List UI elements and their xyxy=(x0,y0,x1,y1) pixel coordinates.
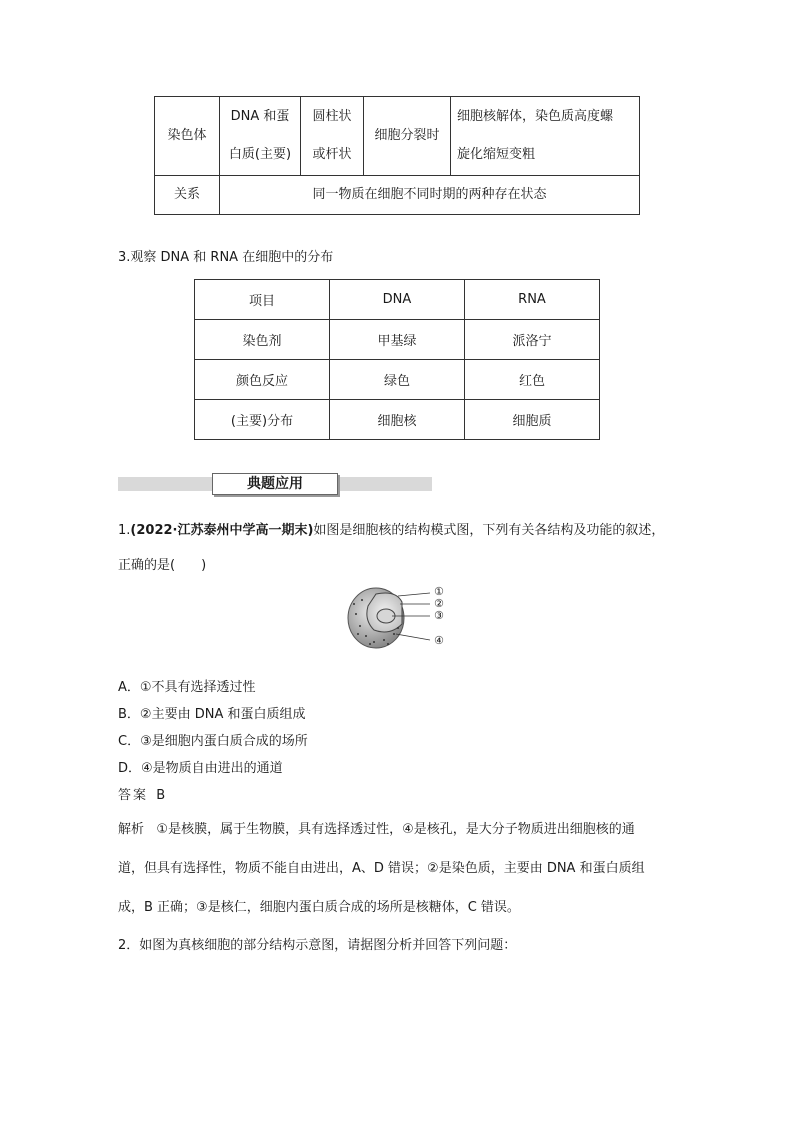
table-cell: 染色剂 xyxy=(195,320,330,360)
answer-label: 答案 xyxy=(118,788,149,803)
question-text: 如图是细胞核的结构模式图，下列有关各结构及功能的叙述， xyxy=(313,523,665,538)
cell-line: 或杆状 xyxy=(312,147,352,162)
table-row xyxy=(155,176,640,215)
analysis-text: ①是核膜，属于生物膜，具有选择透过性，④是核孔，是大分子物质进出细胞核的通 xyxy=(156,822,635,837)
label-line xyxy=(398,593,430,596)
table-header-row xyxy=(195,280,600,320)
question-source: (2022·江苏泰州中学高一期末) xyxy=(130,523,314,538)
table-header: RNA xyxy=(465,280,600,320)
table-cell: (主要)分布 xyxy=(195,400,330,440)
section-title: 3.观察 DNA 和 RNA 在细胞中的分布 xyxy=(118,250,334,265)
cell-line: DNA 和蛋 xyxy=(230,109,290,124)
analysis-line-2: 道，但具有选择性，物质不能自由进出，A、D 错误；②是染色质，主要由 DNA 和蛋白质组 xyxy=(118,861,645,876)
table-header: DNA xyxy=(330,280,465,320)
analysis-line-1 xyxy=(118,818,635,837)
table-cell xyxy=(220,97,301,176)
question-1-stem xyxy=(118,519,664,538)
chromosome-table xyxy=(154,96,640,215)
table-cell: 染色体 xyxy=(155,97,220,176)
table-cell: 红色 xyxy=(465,360,600,400)
table-cell: 细胞分裂时 xyxy=(364,97,451,176)
table-cell: 细胞质 xyxy=(465,400,600,440)
figure-label-3: ③ xyxy=(434,609,444,622)
table-row xyxy=(155,97,640,176)
table-row xyxy=(195,320,600,360)
cell-line: 细胞核解体，染色质高度螺 xyxy=(457,109,614,124)
option-d: D．④是物质自由进出的通道 xyxy=(118,761,283,776)
cell-line: 旋化缩短变粗 xyxy=(457,147,536,162)
analysis-line-3: 成，B 正确；③是核仁，细胞内蛋白质合成的场所是核糖体，C 错误。 xyxy=(118,900,520,915)
answer xyxy=(118,784,165,803)
option-b: B．②主要由 DNA 和蛋白质组成 xyxy=(118,707,306,722)
question-1-stem-line2: 正确的是( ) xyxy=(118,558,207,573)
cell-line: 白质(主要) xyxy=(228,147,292,162)
table-row xyxy=(195,400,600,440)
dna-rna-table xyxy=(194,279,600,440)
option-a: A．①不具有选择透过性 xyxy=(118,680,256,695)
table-row xyxy=(195,360,600,400)
answer-value: B xyxy=(156,788,166,803)
figure-label-1: ① xyxy=(434,585,444,598)
table-cell xyxy=(451,97,640,176)
figure-label-4: ④ xyxy=(434,634,444,647)
table-cell: 甲基绿 xyxy=(330,320,465,360)
table-cell: 绿色 xyxy=(330,360,465,400)
question-number: 1. xyxy=(118,523,131,538)
table-cell: 同一物质在细胞不同时期的两种存在状态 xyxy=(220,176,640,215)
label-line xyxy=(396,634,430,640)
cell-line: 圆柱状 xyxy=(312,109,352,124)
table-cell: 颜色反应 xyxy=(195,360,330,400)
table-cell xyxy=(301,97,364,176)
question-2-stem: 2．如图为真核细胞的部分结构示意图，请据图分析并回答下列问题： xyxy=(118,938,517,953)
option-c: C．③是细胞内蛋白质合成的场所 xyxy=(118,734,308,749)
table-cell: 关系 xyxy=(155,176,220,215)
table-header: 项目 xyxy=(195,280,330,320)
table-cell: 细胞核 xyxy=(330,400,465,440)
section-banner: 典题应用 xyxy=(212,473,338,495)
figure-label-2: ② xyxy=(434,597,444,610)
analysis-label: 解析 xyxy=(118,822,145,837)
table-cell: 派洛宁 xyxy=(465,320,600,360)
